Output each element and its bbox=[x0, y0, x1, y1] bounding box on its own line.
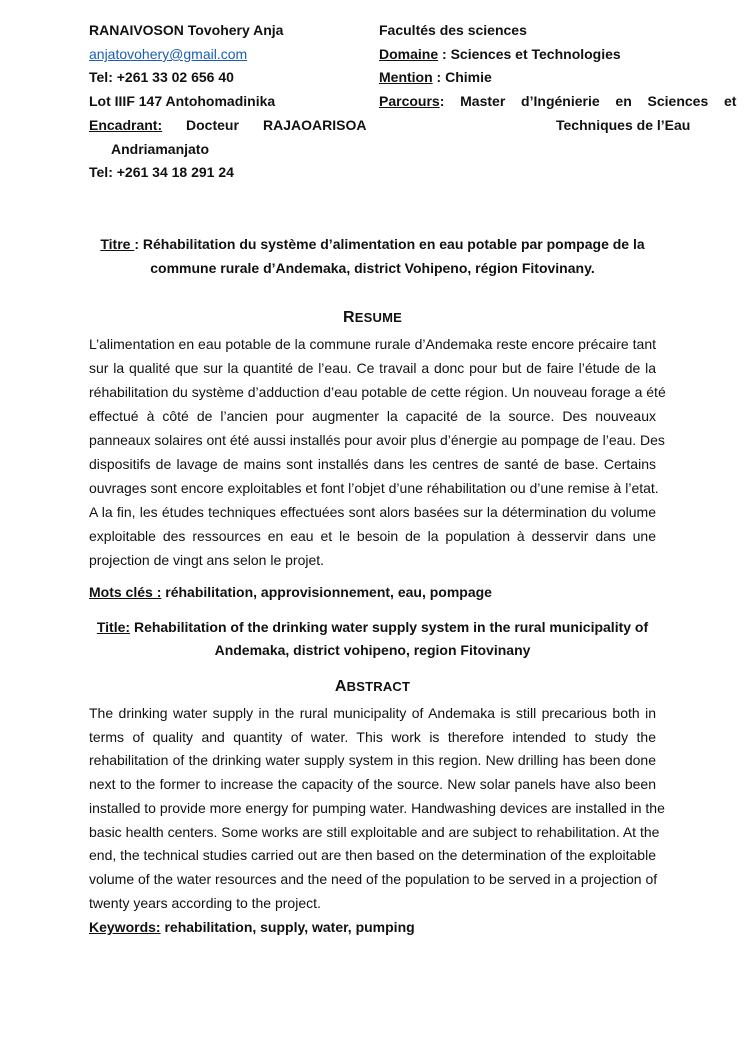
french-title-line2: commune rurale d’Andemaka, district Vohipeno, région Fitovinany. bbox=[150, 260, 595, 276]
abstract-line: end, the technical studies carried out are then based on the determination of the exploitable bbox=[89, 847, 656, 864]
encadrant-tel: Tel: +261 34 18 291 24 bbox=[89, 164, 234, 180]
resume-line: effectué à côté de l’ancien pour augmenter la capacité de la source. Des nouveaux bbox=[89, 408, 656, 424]
parcours-value-cont: Techniques de l’Eau bbox=[556, 117, 691, 133]
resume-heading-rest: ESUME bbox=[354, 310, 402, 325]
resume-line: panneaux solaires ont été aussi installés pour avoir plus d’énergie au pompage de l’eau. Des bbox=[89, 432, 665, 448]
resume-line: exploitable des ressources en eau et le besoin de la population à desservir dans une bbox=[89, 528, 656, 544]
abstract-line: installed to provide more energy for pumping water. Handwashing devices are installed in the bbox=[89, 799, 665, 816]
parcours-label: Parcours bbox=[379, 93, 440, 109]
encadrant-lastname: RAJAOARISOA bbox=[263, 117, 367, 133]
english-keywords-label: Keywords: bbox=[89, 919, 161, 935]
resume-heading bbox=[0, 309, 745, 327]
abstract-heading-cap: A bbox=[334, 678, 347, 695]
french-title-line1 bbox=[0, 236, 745, 252]
english-keywords-text: rehabilitation, supply, water, pumping bbox=[160, 919, 415, 935]
mention-value: : Chimie bbox=[432, 69, 492, 85]
resume-line: réhabilitation du système d’adduction d’eau potable de cette région. Un nouveau forage a été bbox=[89, 384, 666, 400]
parcours-value: : Master d’Ingénierie en Sciences et bbox=[439, 93, 737, 109]
domaine-label: Domaine bbox=[379, 46, 439, 62]
resume-heading-cap: R bbox=[343, 309, 355, 326]
abstract-line: volume of the water resources and the need of the population to be served in a projection of bbox=[89, 870, 658, 887]
english-title-text: Rehabilitation of the drinking water supply system in the rural municipality of bbox=[130, 619, 649, 635]
abstract-heading-rest: BSTRACT bbox=[346, 679, 411, 694]
resume-line: dispositifs de lavage de mains sont installés dans les centres de santé de base. Certains bbox=[89, 456, 656, 472]
english-title-label: Title: bbox=[96, 619, 131, 635]
english-keywords bbox=[89, 919, 415, 935]
abstract-line: twenty years according to the project. bbox=[89, 894, 321, 911]
domaine-value: : Sciences et Technologies bbox=[438, 46, 621, 62]
parcours bbox=[379, 93, 737, 109]
resume-line: ouvrages sont encore exploitables et font l’objet d’une réhabilitation ou d’une remise à l’etat. bbox=[89, 480, 659, 496]
encadrant-title: Docteur bbox=[186, 117, 239, 133]
french-title-label: Titre bbox=[100, 236, 135, 252]
mention-label: Mention bbox=[379, 69, 433, 85]
abstract-line: basic health centers. Some works are still exploitable and are subject to rehabilitation. At the bbox=[89, 823, 660, 840]
french-keywords-text: réhabilitation, approvisionnement, eau, pompage bbox=[161, 584, 492, 600]
english-title-line1 bbox=[0, 619, 745, 635]
author-email-link[interactable]: anjatovohery@gmail.com bbox=[89, 46, 248, 62]
encadrant-firstname: Andriamanjato bbox=[111, 141, 210, 157]
abstract-line: rehabilitation of the drinking water supply system in this region. New drilling has been done bbox=[89, 752, 656, 769]
french-keywords bbox=[89, 584, 492, 600]
english-title-line2: Andemaka, district vohipeno, region Fitovinany bbox=[214, 642, 531, 658]
french-keywords-label: Mots clés : bbox=[89, 584, 162, 600]
abstract-line: next to the former to increase the capacity of the source. New solar panels have also been bbox=[89, 776, 656, 793]
abstract-line: terms of quality and quantity of water. This work is therefore intended to study the bbox=[89, 728, 656, 745]
domaine bbox=[379, 46, 621, 62]
abstract-line: The drinking water supply in the rural municipality of Andemaka is still precarious both in bbox=[89, 705, 656, 721]
abstract-heading bbox=[0, 678, 745, 696]
mention bbox=[379, 69, 492, 85]
resume-line: sur la qualité que sur la quantité de l’eau. Ce travail a donc pour but de faire l’étude de la bbox=[89, 360, 656, 376]
faculty: Facultés des sciences bbox=[379, 22, 527, 38]
author-tel: Tel: +261 33 02 656 40 bbox=[89, 69, 234, 85]
encadrant-label: Encadrant: bbox=[89, 117, 163, 133]
resume-line: L’alimentation en eau potable de la commune rurale d’Andemaka reste encore précaire tant bbox=[89, 336, 656, 352]
author-name: RANAIVOSON Tovohery Anja bbox=[89, 22, 284, 38]
author-address: Lot IIIF 147 Antohomadinika bbox=[89, 93, 276, 109]
french-title-text: : Réhabilitation du système d’alimentation en eau potable par pompage de la bbox=[134, 236, 645, 252]
resume-line: A la fin, les études techniques effectuées sont alors basées sur la détermination du volume bbox=[89, 504, 656, 520]
resume-line: projection de vingt ans selon le projet. bbox=[89, 552, 325, 568]
